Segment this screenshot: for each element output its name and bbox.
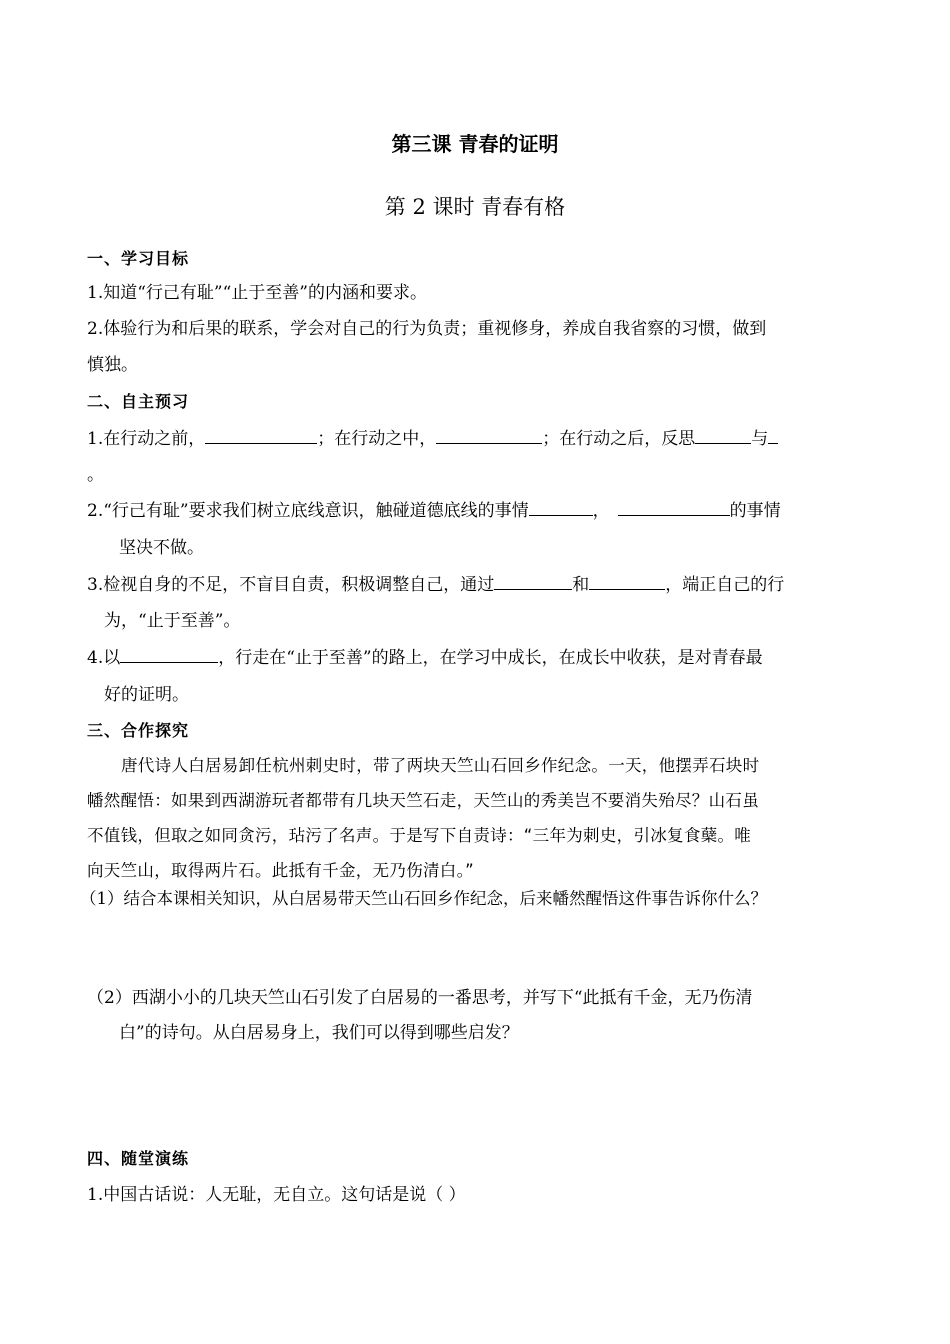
q3-blank-2[interactable] <box>589 571 665 590</box>
section1-heading: 一、学习目标 <box>87 249 190 268</box>
q4-text-b: ，行走在“止于至善”的路上，在学习中成长，在成长中收获，是对青春最 <box>218 648 763 668</box>
goal-item-2-line2: 慎独。 <box>87 355 138 375</box>
story-line-4: 向天竺山，取得两片石。此抵有千金，无乃伤清白。” <box>87 861 474 880</box>
q1-blank-1[interactable] <box>205 425 317 444</box>
preview-question-3 <box>87 570 784 595</box>
q1-blank-4[interactable] <box>768 425 778 444</box>
section3-heading: 三、合作探究 <box>87 721 190 740</box>
preview-question-2 <box>87 496 781 521</box>
explore-question-2-line2: 白”的诗句。从白居易身上，我们可以得到哪些启发？ <box>119 1023 519 1043</box>
practice-question-1: 1.中国古话说：人无耻，无自立。这句话是说（ ） <box>87 1185 466 1205</box>
q2-blank-2[interactable] <box>618 497 730 516</box>
q4-blank-1[interactable] <box>120 644 218 663</box>
q3-blank-1[interactable] <box>494 571 572 590</box>
q2-text-a: 2.“行己有耻”要求我们树立底线意识，触碰道德底线的事情 <box>87 501 529 521</box>
preview-question-1 <box>87 424 778 449</box>
story-line-1: 唐代诗人白居易卸任杭州刺史时，带了两块天竺山石回乡作纪念。一天，他摆弄石块时 <box>121 756 760 775</box>
q4-line2: 好的证明。 <box>104 685 189 705</box>
goal-item-2-line1: 2.体验行为和后果的联系，学会对自己的行为负责；重视修身，养成自我省察的习惯，做到 <box>87 319 767 339</box>
lesson-subtitle: 第 2 课时 青春有格 <box>384 195 566 219</box>
q2-text-c: 的事情 <box>729 501 781 521</box>
preview-question-4 <box>87 643 763 668</box>
q1-text-d: 与 <box>751 429 769 449</box>
q1-text-c: ；在行动之后，反思 <box>542 429 696 449</box>
goal-item-1: 1.知道“行己有耻”“止于至善”的内涵和要求。 <box>87 283 427 303</box>
lesson-title: 第三课 青春的证明 <box>391 132 559 156</box>
q3-text-a: 3.检视自身的不足，不盲目自责，积极调整自己，通过 <box>87 575 495 595</box>
q2-blank-1[interactable] <box>529 497 593 516</box>
story-line-3: 不值钱，但取之如同贪污，玷污了名声。于是写下自责诗：“三年为刺史，引冰复食蘖。唯 <box>87 826 752 845</box>
section2-heading: 二、自主预习 <box>87 392 190 411</box>
q1-text-b: ；在行动之中， <box>317 429 437 449</box>
q1-blank-2[interactable] <box>436 425 542 444</box>
q1-text-a: 1.在行动之前， <box>87 429 206 449</box>
explore-question-2-line1: （2）西湖小小的几块天竺山石引发了白居易的一番思考，并写下“此抵有千金，无乃伤清 <box>87 988 753 1008</box>
q3-text-c: ，端正自己的行 <box>665 575 785 595</box>
section4-heading: 四、随堂演练 <box>87 1149 190 1168</box>
q1-blank-3[interactable] <box>695 425 751 444</box>
explore-question-1: （1）结合本课相关知识，从白居易带天竺山石回乡作纪念，后来幡然醒悟这件事告诉你什么？ <box>80 889 767 908</box>
q4-text-a: 4.以 <box>87 648 121 668</box>
q1-ending: 。 <box>87 465 104 485</box>
story-line-2: 幡然醒悟：如果到西湖游玩者都带有几块天竺石走，天竺山的秀美岂不要消失殆尽？山石虽 <box>87 791 759 810</box>
q2-text-b: ， <box>592 501 610 521</box>
q3-line2: 为，“止于至善”。 <box>104 611 241 631</box>
q3-text-b: 和 <box>572 575 590 595</box>
q2-line2: 坚决不做。 <box>119 538 204 558</box>
